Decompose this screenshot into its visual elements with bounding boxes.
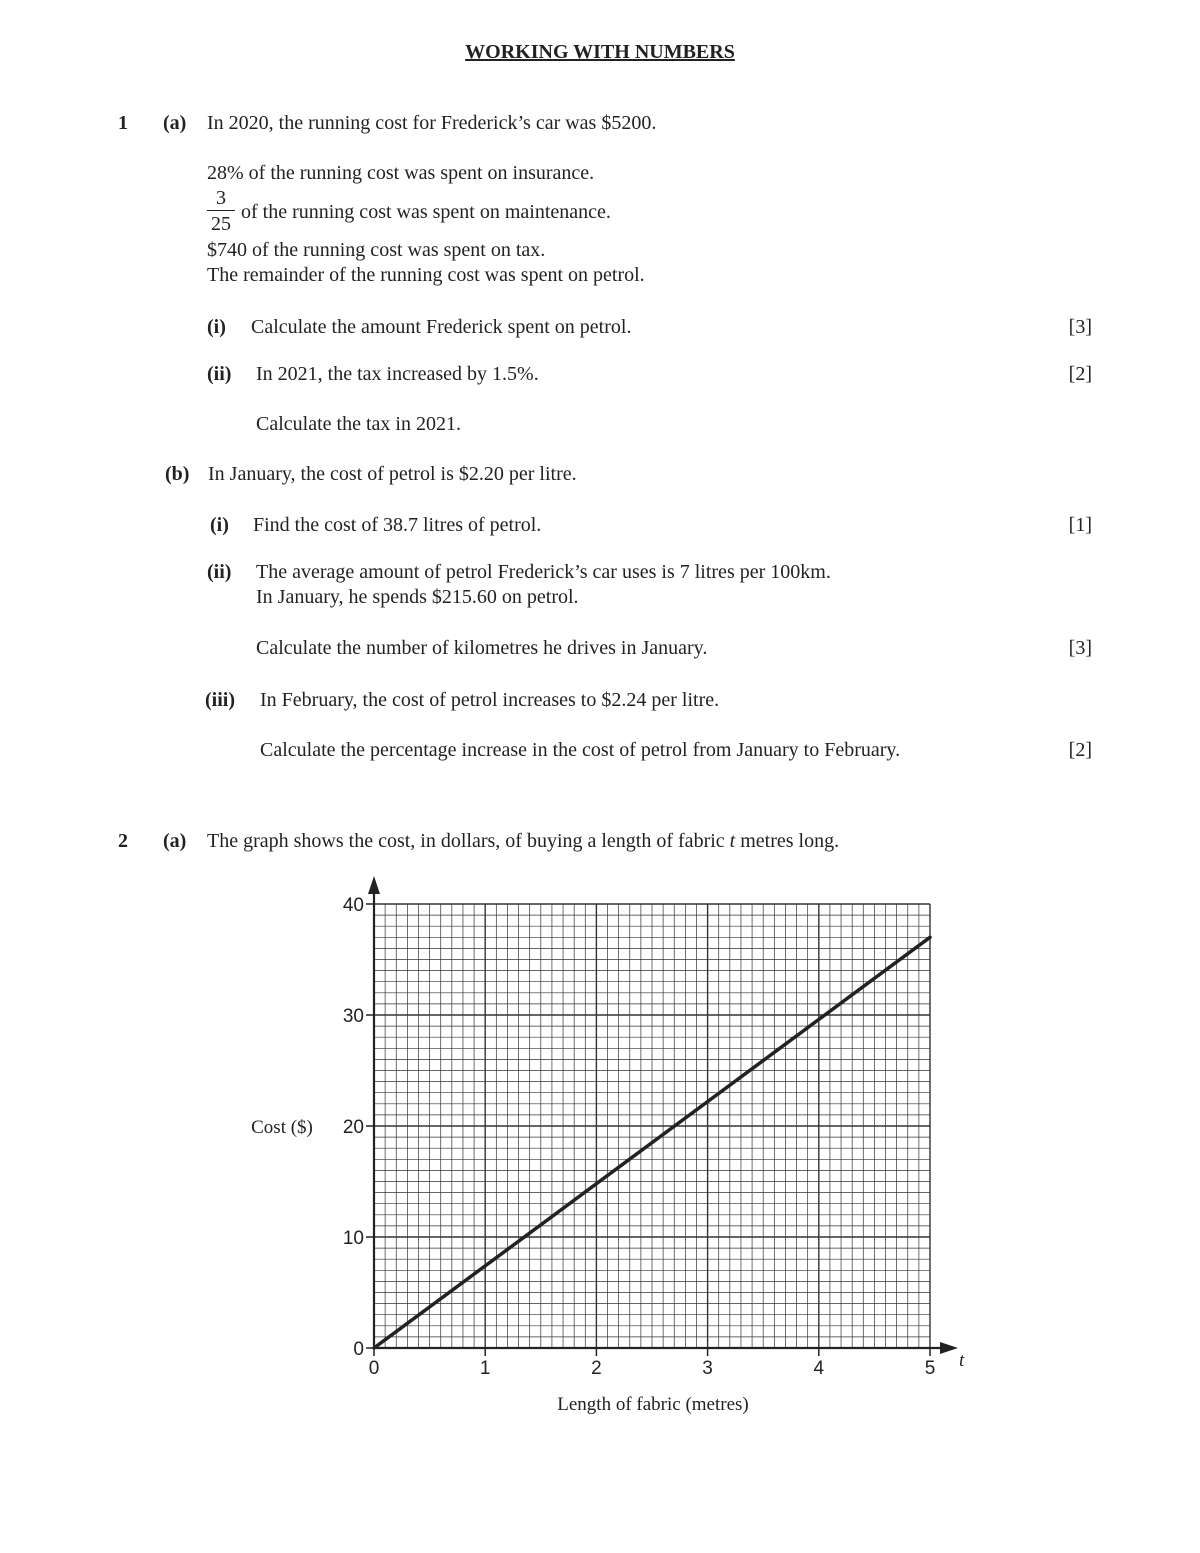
x-tick-label: 1 xyxy=(479,1358,491,1379)
q2a-text-before: The graph shows the cost, in dollars, of buying a length of fabric xyxy=(207,830,730,852)
page-title: WORKING WITH NUMBERS xyxy=(465,41,735,63)
q1a-maintenance: of the running cost was spent on maintenance. xyxy=(241,201,611,223)
q1b-iii-text2: Calculate the percentage increase in the cost of petrol from January to February. xyxy=(260,739,901,761)
q1b-ii-text3: Calculate the number of kilometres he drives in January. xyxy=(256,637,708,659)
q1b-i-label: (i) xyxy=(210,514,229,536)
q2a-variable: t xyxy=(729,830,736,852)
y-tick-label: 30 xyxy=(342,1006,364,1027)
q1b-iii-text: In February, the cost of petrol increases to $2.24 per litre. xyxy=(260,689,720,711)
x-tick-label: 0 xyxy=(368,1358,380,1379)
x-tick-label: 4 xyxy=(813,1358,825,1379)
q1a-intro: In 2020, the running cost for Frederick’s car was $5200. xyxy=(207,112,657,134)
q1a-i-label: (i) xyxy=(207,316,226,338)
q1a-i-marks: [3] xyxy=(1068,316,1092,338)
q1b-label: (b) xyxy=(165,463,190,485)
y-axis-arrow xyxy=(368,876,380,894)
x-tick-label: 5 xyxy=(924,1358,936,1379)
q1a-remainder: The remainder of the running cost was spent on petrol. xyxy=(207,264,645,286)
q1a-ii-marks: [2] xyxy=(1068,363,1092,385)
q1b-ii-text2: In January, he spends $215.60 on petrol. xyxy=(256,586,579,608)
y-tick-label: 0 xyxy=(353,1339,364,1360)
q1b-ii-marks: [3] xyxy=(1068,637,1092,659)
q1b-i-text: Find the cost of 38.7 litres of petrol. xyxy=(253,514,542,536)
tick-marks xyxy=(366,904,930,1356)
q1a-tax: $740 of the running cost was spent on tax. xyxy=(207,239,546,261)
q1a-insurance: 28% of the running cost was spent on insurance. xyxy=(207,162,595,184)
x-tick-label: 3 xyxy=(702,1358,713,1379)
q1b-i-marks: [1] xyxy=(1068,514,1092,536)
x-axis-arrow xyxy=(940,1342,958,1354)
q2a-text-after: metres long. xyxy=(735,830,840,852)
fraction-denominator: 25 xyxy=(211,213,231,235)
y-axis-label: Cost ($) xyxy=(251,1117,313,1138)
q1b-intro: In January, the cost of petrol is $2.20 per litre. xyxy=(208,463,577,485)
question-1-number: 1 xyxy=(118,112,128,134)
q1a-ii-label: (ii) xyxy=(207,363,232,385)
q1b-iii-marks: [2] xyxy=(1068,739,1092,761)
q1a-label: (a) xyxy=(163,112,187,134)
q1b-ii-text: The average amount of petrol Frederick’s car uses is 7 litres per 100km. xyxy=(256,561,831,583)
y-tick-label: 10 xyxy=(342,1228,364,1249)
question-2-number: 2 xyxy=(118,830,128,852)
q1a-ii-text2: Calculate the tax in 2021. xyxy=(256,413,461,435)
x-axis-label: Length of fabric (metres) xyxy=(557,1394,749,1415)
q1b-iii-label: (iii) xyxy=(205,689,235,711)
y-tick-label: 20 xyxy=(342,1117,364,1138)
q1a-i-text: Calculate the amount Frederick spent on petrol. xyxy=(251,316,632,338)
x-axis-variable: t xyxy=(959,1350,965,1371)
fraction-numerator: 3 xyxy=(216,187,226,209)
q1b-ii-label: (ii) xyxy=(207,561,232,583)
q1a-ii-text: In 2021, the tax increased by 1.5%. xyxy=(256,363,539,385)
y-tick-label: 40 xyxy=(342,895,364,916)
q2a-label: (a) xyxy=(163,830,187,852)
x-tick-label: 2 xyxy=(591,1358,602,1379)
